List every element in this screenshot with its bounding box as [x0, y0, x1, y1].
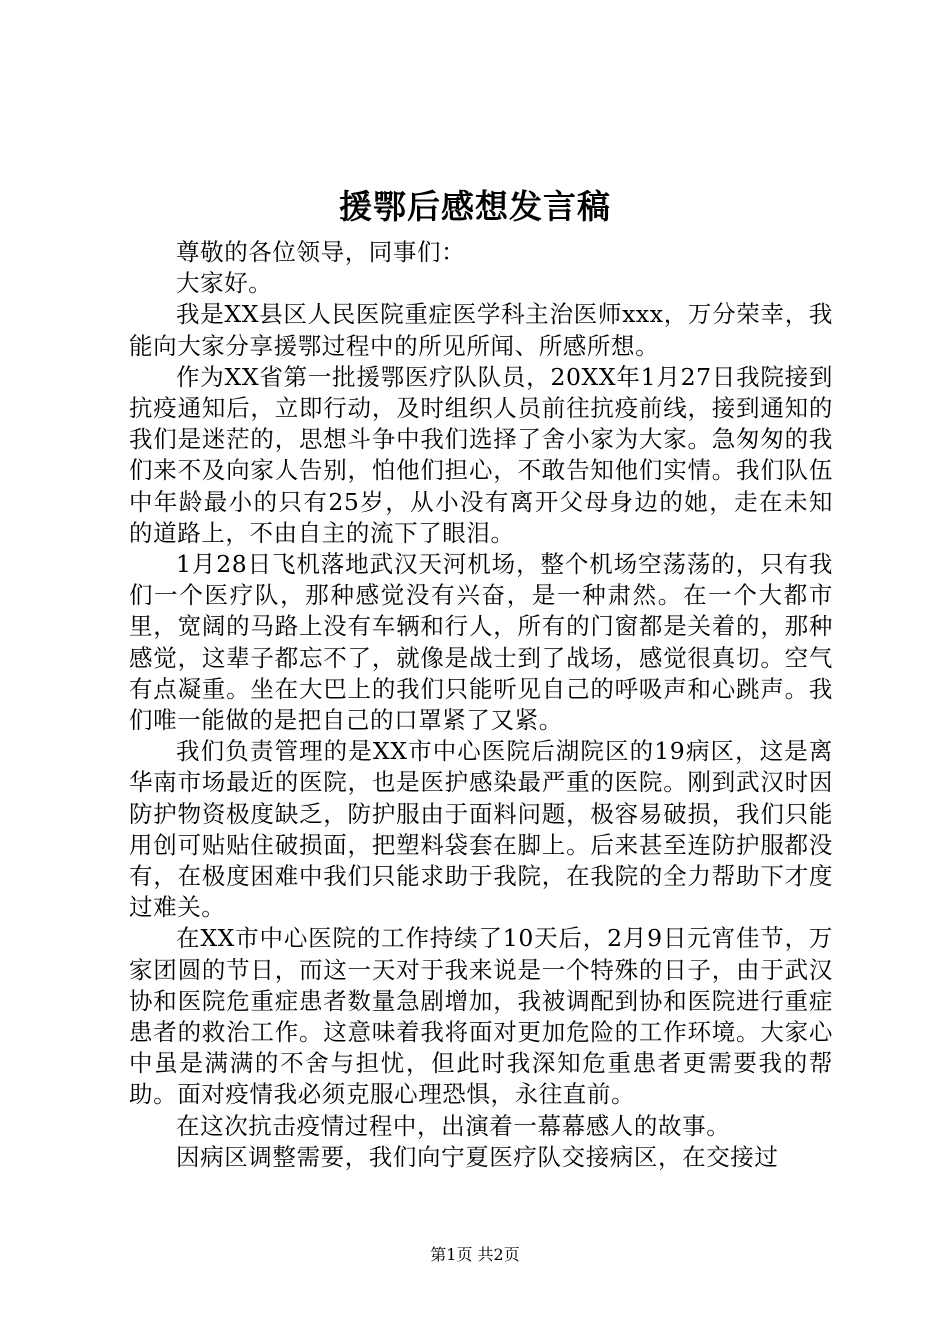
paragraph-departure: 作为XX省第一批援鄂医疗队队员，20XX年1月27日我院接到抗疫通知后，立即行动，及时组织人员前往抗疫前线，接到通知的我们是迷茫的，思想斗争中我们选择了舍小家为大家。急匆匆的我们来不及向家人告别，怕他们担心，不敢告知他们实情。我们队伍中年龄最小的只有25岁，从小没有离开父母身边的她，走在未知的道路上，不由自主的流下了眼泪。	[129, 362, 833, 547]
paragraph-introduction: 我是XX县区人民医院重症医学科主治医师xxx，万分荣幸，我能向大家分享援鄂过程中的所见所闻、所感所想。	[129, 300, 833, 360]
paragraph-arrival: 1月28日飞机落地武汉天河机场，整个机场空荡荡的，只有我们一个医疗队，那种感觉没有兴奋，是一种肃然。在一个大都市里，宽阔的马路上没有车辆和行人，所有的门窗都是关着的，那种感觉，这辈子都忘不了，就像是战士到了战场，感觉很真切。空气有点凝重。坐在大巴上的我们只能听见自己的呼吸声和心跳声。我们唯一能做的是把自己的口罩紧了又紧。	[129, 550, 833, 735]
paragraph-stories: 在这次抗击疫情过程中，出演着一幕幕感人的故事。	[176, 1111, 731, 1140]
paragraph-greeting: 大家好。	[176, 269, 273, 298]
page-number-footer: 第1页 共2页	[430, 1245, 520, 1264]
paragraph-handover: 因病区调整需要，我们向宁夏医疗队交接病区，在交接过	[176, 1142, 779, 1171]
paragraph-ward-management: 我们负责管理的是XX市中心医院后湖院区的19病区，这是离华南市场最近的医院，也是医护感染最严重的医院。刚到武汉时因防护物资极度缺乏，防护服由于面料问题，极容易破损，我们只能用创可贴贴住破损面，把塑料袋套在脚上。后来甚至连防护服都没有，在极度困难中我们只能求助于我院，在我院的全力帮助下才度过难关。	[129, 737, 833, 922]
document-title: 援鄂后感想发言稿	[339, 187, 611, 226]
paragraph-salutation: 尊敬的各位领导，同事们：	[176, 238, 466, 266]
document-body	[129, 237, 833, 1173]
paragraph-reassignment: 在XX市中心医院的工作持续了10天后，2月9日元宵佳节，万家团圆的节日，而这一天对于我来说是一个特殊的日子，由于武汉协和医院危重症患者数量急剧增加，我被调配到协和医院进行重症患者的救治工作。这意味着我将面对更加危险的工作环境。大家心中虽是满满的不舍与担忧，但此时我深知危重患者更需要我的帮助。面对疫情我必须克服心理恐惧，永往直前。	[129, 924, 833, 1109]
